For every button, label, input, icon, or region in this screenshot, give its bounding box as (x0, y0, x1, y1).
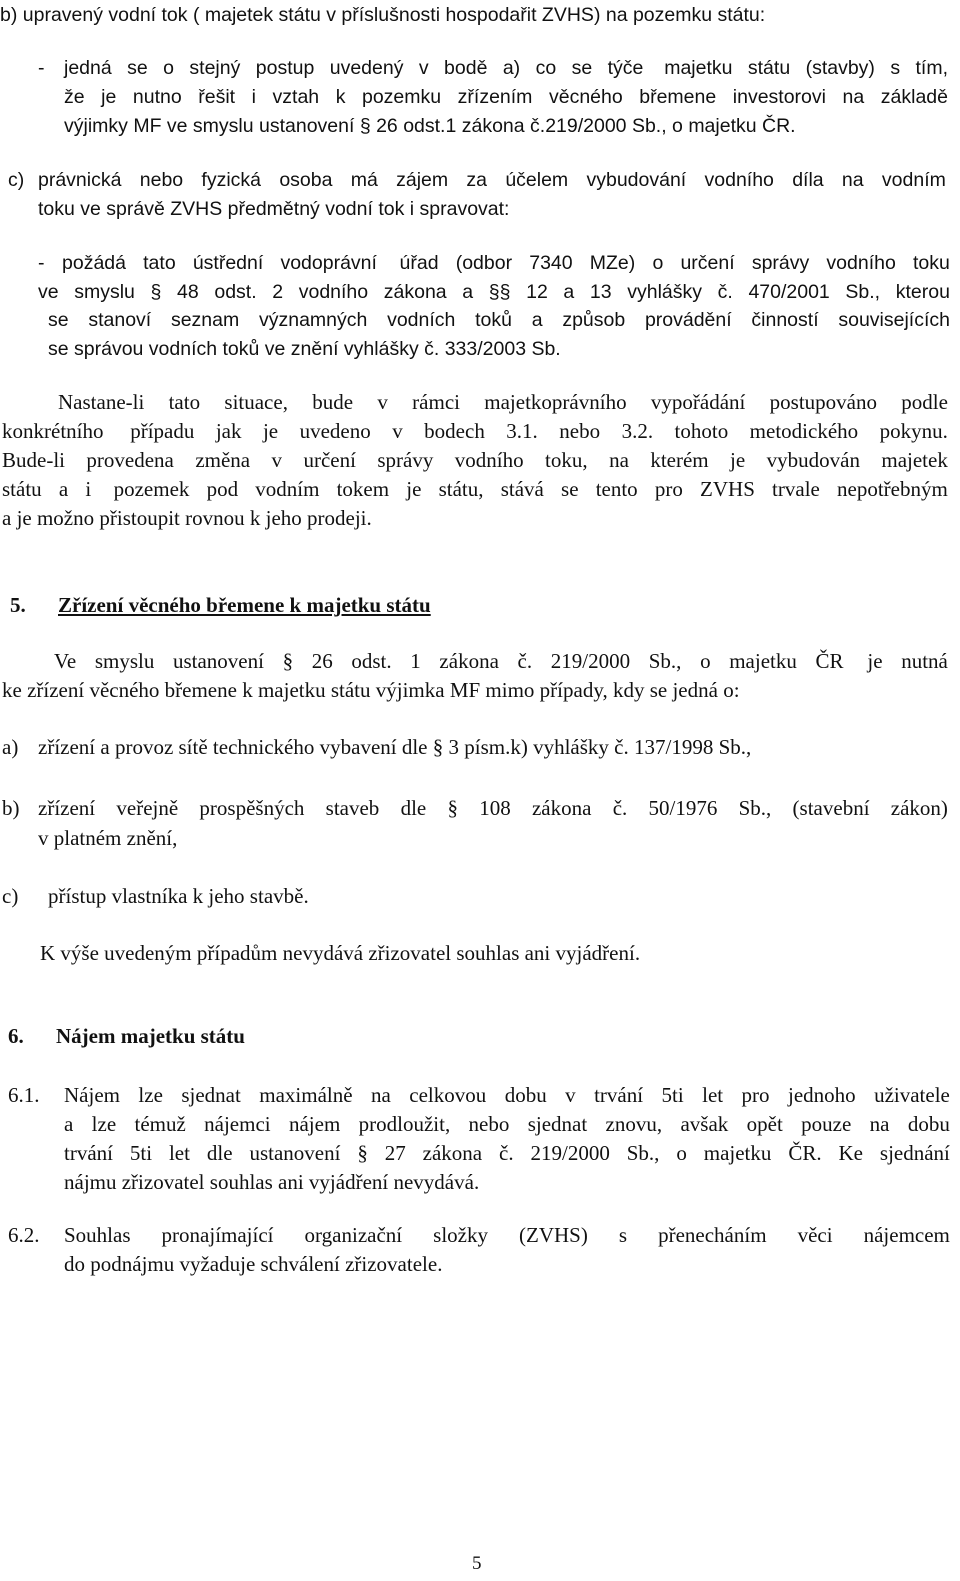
item-c-line-1: právnická nebo fyzická osoba má zájem za účelem vybudování vodního díla na vodním (38, 169, 946, 191)
page-number: 5 (472, 1553, 482, 1574)
item-c-bullet: - (38, 252, 45, 274)
section-6-1-line-2: a lze témuž nájemci nájem prodloužit, nebo sjednat znovu, avšak opět pouze na dobu (64, 1112, 950, 1136)
section-6-2-number: 6.2. (8, 1223, 40, 1247)
section-5-note: K výše uvedeným případům nevydává zřizovatel souhlas ani vyjádření. (40, 941, 641, 965)
section-6-number: 6. (8, 1024, 24, 1048)
section-5-number: 5. (10, 593, 26, 617)
section-6-1-number: 6.1. (8, 1083, 40, 1107)
section-5-title: Zřízení věcného břemene k majetku státu (58, 593, 431, 617)
section-5-item-b-marker: b) (2, 796, 20, 820)
section-5-item-a-line-1: zřízení a provoz sítě technického vybavení dle § 3 písm.k) vyhlášky č. 137/1998 Sb., (38, 735, 752, 759)
section-5-intro-line-2: ke zřízení věcného břemene k majetku státu výjimka MF mimo případy, kdy se jedná o: (2, 678, 740, 702)
item-b-heading: b) upravený vodní tok ( majetek státu v příslušnosti hospodařit ZVHS) na pozemku státu: (0, 4, 766, 26)
paragraph-line-3: Bude-li provedena změna v určení správy vodního toku, na kterém je vybudován majetek (2, 448, 948, 472)
paragraph-line-1: Nastane-li tato situace, bude v rámci majetkoprávního vypořádání postupováno podle (58, 390, 948, 414)
section-6-1-line-3: trvání 5ti let dle ustanovení § 27 zákona č. 219/2000 Sb., o majetku ČR. Ke sjednání (64, 1141, 950, 1165)
item-c-line-2: toku ve správě ZVHS předmětný vodní tok i spravovat: (38, 198, 510, 220)
paragraph-line-2: konkrétního případu jak je uvedeno v bodech 3.1. nebo 3.2. tohoto metodického pokynu. (2, 419, 948, 443)
section-6-1-line-4: nájmu zřizovatel souhlas ani vyjádření nevydává. (64, 1170, 480, 1194)
item-c-bullet-line-1: požádá tato ústřední vodoprávní úřad (odbor 7340 MZe) o určení správy vodního toku (62, 252, 950, 274)
section-5-item-c-marker: c) (2, 884, 19, 908)
section-5-item-c-line-1: přístup vlastníka k jeho stavbě. (48, 884, 309, 908)
section-5-item-b-line-1: zřízení veřejně prospěšných staveb dle § 108 zákona č. 50/1976 Sb., (stavební zákon) (38, 796, 948, 820)
item-c-bullet-line-4: se správou vodních toků ve znění vyhlášky č. 333/2003 Sb. (48, 338, 561, 360)
section-6-1-line-1: Nájem lze sjednat maximálně na celkovou dobu v trvání 5ti let pro jednoho uživatele (64, 1083, 950, 1107)
section-6-2-line-2: do podnájmu vyžaduje schválení zřizovatele. (64, 1252, 443, 1276)
section-5-item-a-marker: a) (2, 735, 19, 759)
item-b-bullet: - (38, 57, 45, 79)
item-b-line-1: jedná se o stejný postup uvedený v bodě a) co se týče majetku státu (stavby) s tím, (64, 57, 948, 79)
section-6-title: Nájem majetku státu (56, 1024, 245, 1048)
section-5-intro-line-1: Ve smyslu ustanovení § 26 odst. 1 zákona č. 219/2000 Sb., o majetku ČR je nutná (54, 649, 948, 673)
section-5-item-b-line-2: v platném znění, (38, 826, 178, 850)
paragraph-line-4: státu a i pozemek pod vodním tokem je státu, stává se tento pro ZVHS trvale nepotřebným (2, 477, 948, 501)
item-b-line-3: výjimky MF ve smyslu ustanovení § 26 odst.1 zákona č.219/2000 Sb., o majetku ČR. (64, 115, 796, 137)
paragraph-line-5: a je možno přistoupit rovnou k jeho prodeji. (2, 506, 372, 530)
item-c-marker: c) (8, 169, 25, 191)
section-6-2-line-1: Souhlas pronajímající organizační složky (ZVHS) s přenecháním věci nájemcem (64, 1223, 950, 1247)
item-c-bullet-line-2: ve smyslu § 48 odst. 2 vodního zákona a §§ 12 a 13 vyhlášky č. 470/2001 Sb., kterou (38, 281, 950, 303)
item-c-bullet-line-3: se stanoví seznam významných vodních toků a způsob provádění činností souvisejících (48, 309, 950, 331)
item-b-line-2: že je nutno řešit i vztah k pozemku zřízením věcného břemene investorovi na základě (64, 86, 948, 108)
